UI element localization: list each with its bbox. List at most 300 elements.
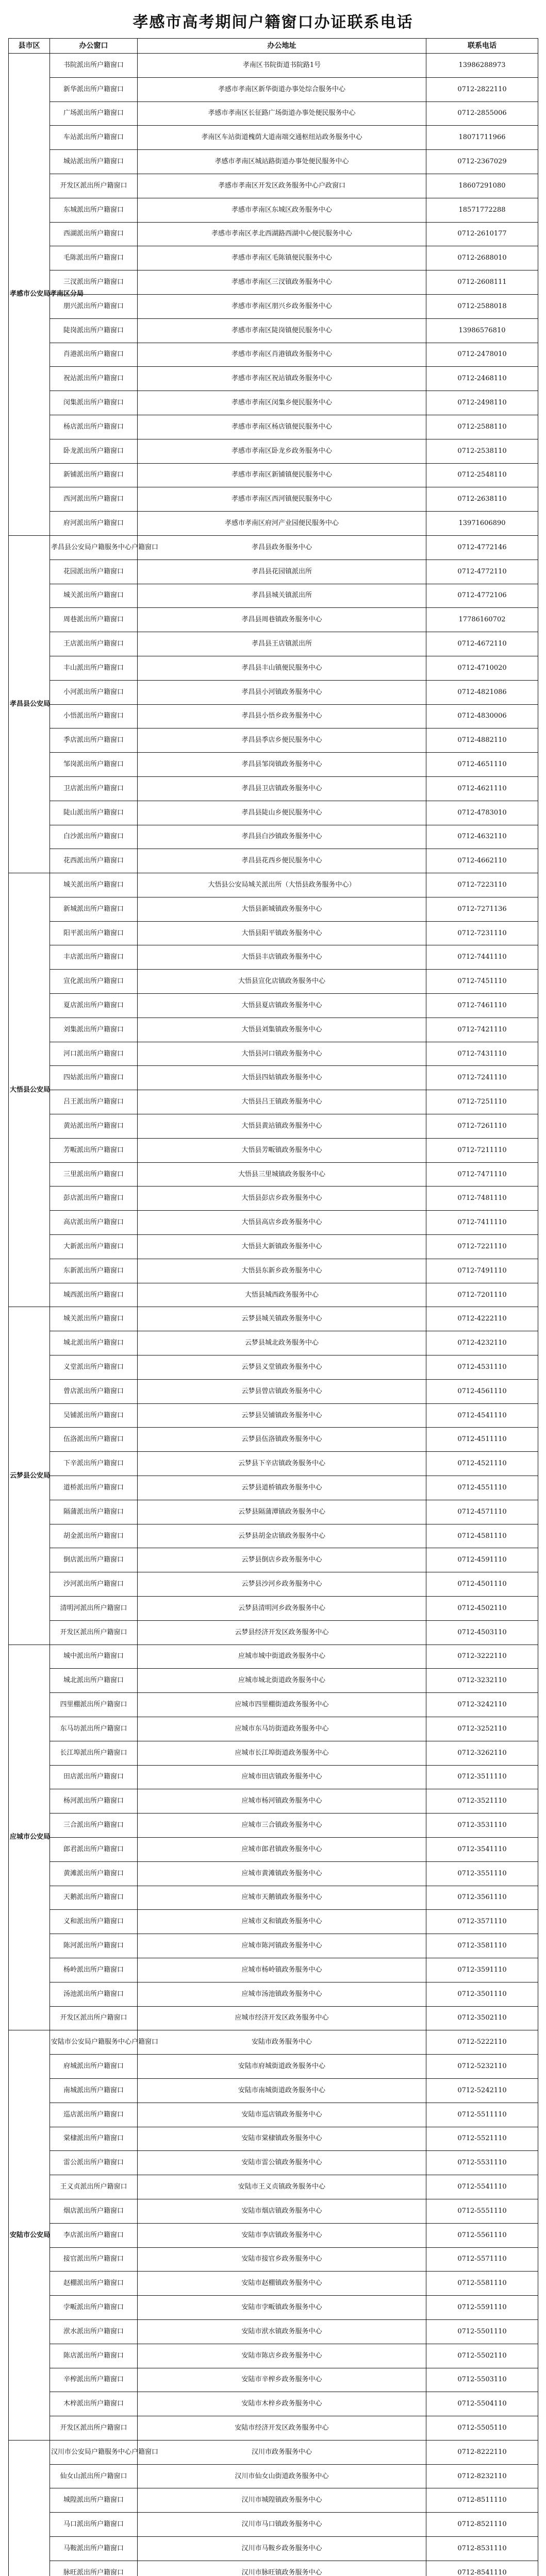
- office-cell: 芳畈派出所户籍窗口: [50, 1138, 138, 1162]
- office-cell: 李店派出所户籍窗口: [50, 2223, 138, 2247]
- office-cell: 西河派出所户籍窗口: [50, 487, 138, 512]
- phone-cell: 0712-3262110: [426, 1741, 538, 1765]
- table-row: [9, 2151, 538, 2175]
- phone-cell: 0712-4503110: [426, 1620, 538, 1645]
- office-cell: 周巷派出所户籍窗口: [50, 608, 138, 632]
- address-cell: 汉川市仙女山街道政务服务中心: [138, 2464, 426, 2488]
- table-row: [9, 2368, 538, 2392]
- address-cell: 汉川市马鞍乡政务服务中心: [138, 2537, 426, 2561]
- table-row: [9, 101, 538, 126]
- table-row: [9, 921, 538, 945]
- office-cell: 新华派出所户籍窗口: [50, 77, 138, 101]
- address-cell: 孝昌县季店乡便民服务中心: [138, 728, 426, 753]
- office-cell: 田店派出所户籍窗口: [50, 1765, 138, 1789]
- phone-cell: 0712-7481110: [426, 1187, 538, 1211]
- table-row: [9, 1958, 538, 1982]
- phone-cell: 0712-4830006: [426, 704, 538, 728]
- phone-cell: 0712-5531110: [426, 2151, 538, 2175]
- address-cell: 应城市东马坊街道政务服务中心: [138, 1717, 426, 1741]
- office-cell: 陡山派出所户籍窗口: [50, 801, 138, 825]
- table-row: [9, 343, 538, 367]
- table-row: [9, 391, 538, 415]
- table-row: [9, 174, 538, 198]
- phone-cell: 0712-4651110: [426, 753, 538, 777]
- phone-cell: 0712-3252110: [426, 1717, 538, 1741]
- address-cell: 孝感市孝南区闵集乡便民服务中心: [138, 391, 426, 415]
- address-cell: 孝昌县白沙镇政务服务中心: [138, 825, 426, 849]
- table-row: [9, 1307, 538, 1331]
- table-row: [9, 2416, 538, 2441]
- phone-cell: 0712-7471110: [426, 1162, 538, 1187]
- table-row: [9, 487, 538, 512]
- table-row: [9, 439, 538, 463]
- table-row: [9, 270, 538, 295]
- phone-cell: 0712-3222110: [426, 1645, 538, 1669]
- phone-cell: 0712-7261110: [426, 1114, 538, 1139]
- table-row: [9, 1235, 538, 1259]
- table-row: [9, 1789, 538, 1814]
- address-cell: 云梦县经济开发区政务服务中心: [138, 1620, 426, 1645]
- phone-cell: 0712-5501110: [426, 2319, 538, 2344]
- page-title: 孝感市高考期间户籍窗口办证联系电话: [133, 13, 413, 31]
- phone-cell: 0712-7451110: [426, 970, 538, 994]
- table-row: [9, 2078, 538, 2103]
- table-row: [9, 1476, 538, 1500]
- address-cell: 安陆市赵棚镇政务服务中心: [138, 2272, 426, 2296]
- office-cell: 广场派出所户籍窗口: [50, 101, 138, 126]
- phone-cell: 0712-5504110: [426, 2392, 538, 2416]
- office-cell: 杨河派出所户籍窗口: [50, 1789, 138, 1814]
- phone-cell: 0712-8521110: [426, 2513, 538, 2537]
- phone-cell: 0712-8222110: [426, 2440, 538, 2464]
- phone-cell: 0712-5521110: [426, 2127, 538, 2151]
- office-cell: 四里棚派出所户籍窗口: [50, 1693, 138, 1717]
- office-cell: 雷公派出所户籍窗口: [50, 2151, 138, 2175]
- phone-cell: 17786160702: [426, 608, 538, 632]
- address-cell: 云梦县胡金店镇政务服务中心: [138, 1524, 426, 1548]
- phone-cell: 0712-2608111: [426, 270, 538, 295]
- table-row: [9, 1645, 538, 1669]
- table-row: [9, 1283, 538, 1307]
- address-cell: 孝感市孝南区祝站镇政务服务中心: [138, 367, 426, 391]
- office-cell: 黄滩派出所户籍窗口: [50, 1861, 138, 1886]
- address-cell: 大悟县芳畈镇政务服务中心: [138, 1138, 426, 1162]
- address-cell: 安陆市政务服务中心: [138, 2030, 426, 2055]
- phone-cell: 0712-8511110: [426, 2488, 538, 2513]
- phone-cell: 0712-4571110: [426, 1500, 538, 1524]
- office-cell: 城北派出所户籍窗口: [50, 1669, 138, 1693]
- phone-cell: 0712-7491110: [426, 1259, 538, 1283]
- address-cell: 安陆市巡店镇政务服务中心: [138, 2103, 426, 2127]
- office-cell: 天鹅派出所户籍窗口: [50, 1886, 138, 1910]
- phone-cell: 0712-4662110: [426, 849, 538, 873]
- address-cell: 孝昌县邹岗镇政务服务中心: [138, 753, 426, 777]
- office-cell: 马鞍派出所户籍窗口: [50, 2537, 138, 2561]
- phone-cell: 0712-5581110: [426, 2272, 538, 2296]
- phone-cell: 0712-4551110: [426, 1476, 538, 1500]
- office-cell: 杨店派出所户籍窗口: [50, 415, 138, 439]
- phone-cell: 0712-4772110: [426, 560, 538, 584]
- phone-cell: 0712-7231110: [426, 921, 538, 945]
- table-row: [9, 1331, 538, 1355]
- table-row: [9, 825, 538, 849]
- phone-cell: 0712-3531110: [426, 1814, 538, 1838]
- phone-cell: 0712-4502110: [426, 1597, 538, 1621]
- address-cell: 安陆市洑水镇政务服务中心: [138, 2319, 426, 2344]
- address-cell: 孝感市孝南区肖港镇政务服务中心: [138, 343, 426, 367]
- table-row: [9, 945, 538, 970]
- address-cell: 应城市田店镇政务服务中心: [138, 1765, 426, 1789]
- table-row: [9, 2440, 538, 2464]
- phone-cell: 0712-4581110: [426, 1524, 538, 1548]
- office-cell: 季店派出所户籍窗口: [50, 728, 138, 753]
- address-cell: 云梦县清明河乡政务服务中心: [138, 1597, 426, 1621]
- phone-cell: 0712-4531110: [426, 1355, 538, 1380]
- table-row: [9, 2247, 538, 2272]
- address-cell: 应城市城中街道政务服务中心: [138, 1645, 426, 1669]
- address-cell: 应城市杨河镇政务服务中心: [138, 1789, 426, 1814]
- address-cell: 孝感市孝南区城站路街道办事处便民服务中心: [138, 150, 426, 174]
- office-cell: 孛畈派出所户籍窗口: [50, 2296, 138, 2320]
- address-cell: 孝感市孝南区东城区政务服务中心: [138, 198, 426, 222]
- phone-cell: 0712-3232110: [426, 1669, 538, 1693]
- header-phone: 联系电话: [426, 39, 538, 54]
- table-row: [9, 1982, 538, 2006]
- table-row: [9, 1741, 538, 1765]
- table-row: [9, 1910, 538, 1934]
- table-row: [9, 849, 538, 873]
- table-row: [9, 1259, 538, 1283]
- phone-cell: 13971606890: [426, 512, 538, 536]
- address-cell: 云梦县城关镇政务服务中心: [138, 1307, 426, 1331]
- table-row: [9, 2199, 538, 2223]
- phone-cell: 0712-2538110: [426, 439, 538, 463]
- phone-cell: 0712-4821086: [426, 680, 538, 704]
- district-cell: 云梦县公安局: [9, 1307, 50, 1645]
- office-cell: 仙女山派出所户籍窗口: [50, 2464, 138, 2488]
- table-body: [9, 54, 538, 2576]
- office-cell: 汤池派出所户籍窗口: [50, 1982, 138, 2006]
- table-row: [9, 1500, 538, 1524]
- phone-cell: 0712-7223110: [426, 873, 538, 897]
- office-cell: 开发区派出所户籍窗口: [50, 2006, 138, 2030]
- phone-cell: 0712-7421110: [426, 1018, 538, 1042]
- office-cell: 府城派出所户籍窗口: [50, 2055, 138, 2079]
- address-cell: 孝昌县丰山镇便民服务中心: [138, 656, 426, 680]
- table-row: [9, 776, 538, 801]
- address-cell: 孝感市孝南区杨店镇便民服务中心: [138, 415, 426, 439]
- address-cell: 安陆市经济开发区政务服务中心: [138, 2416, 426, 2441]
- address-cell: 孝感市孝南区西河镇便民服务中心: [138, 487, 426, 512]
- address-cell: 应城市郎君镇政务服务中心: [138, 1837, 426, 1861]
- address-cell: 孝昌县花西乡便民服务中心: [138, 849, 426, 873]
- table-row: [9, 2175, 538, 2199]
- phone-cell: 0712-2478010: [426, 343, 538, 367]
- table-row: [9, 1355, 538, 1380]
- phone-cell: 0712-7271136: [426, 897, 538, 921]
- table-row: [9, 560, 538, 584]
- office-cell: 刘集派出所户籍窗口: [50, 1018, 138, 1042]
- office-cell: 巡店派出所户籍窗口: [50, 2103, 138, 2127]
- office-cell: 卫店派出所户籍窗口: [50, 776, 138, 801]
- table-row: [9, 150, 538, 174]
- office-cell: 陈河派出所户籍窗口: [50, 1934, 138, 1958]
- address-cell: 安陆市木梓乡政务服务中心: [138, 2392, 426, 2416]
- address-cell: 应城市四里棚街道政务服务中心: [138, 1693, 426, 1717]
- phone-cell: 0712-4772106: [426, 584, 538, 608]
- table-row: [9, 1524, 538, 1548]
- office-cell: 城西派出所户籍窗口: [50, 1283, 138, 1307]
- table-row: [9, 584, 538, 608]
- table-row: [9, 1090, 538, 1114]
- phone-cell: 0712-5551110: [426, 2199, 538, 2223]
- address-cell: 大悟县宣化店镇政务服务中心: [138, 970, 426, 994]
- office-cell: 隔蒲派出所户籍窗口: [50, 1500, 138, 1524]
- table-row: [9, 2103, 538, 2127]
- address-cell: 孝感市孝南区长征路广场街道办事处便民服务中心: [138, 101, 426, 126]
- table-row: [9, 1018, 538, 1042]
- office-cell: 东新派出所户籍窗口: [50, 1259, 138, 1283]
- address-cell: 孝昌县小悟乡政务服务中心: [138, 704, 426, 728]
- district-cell: 大悟县公安局: [9, 873, 50, 1307]
- phone-cell: 0712-4632110: [426, 825, 538, 849]
- office-cell: 开发区派出所户籍窗口: [50, 1620, 138, 1645]
- office-cell: 丰店派出所户籍窗口: [50, 945, 138, 970]
- phone-cell: 0712-2588110: [426, 415, 538, 439]
- office-cell: 城关派出所户籍窗口: [50, 873, 138, 897]
- phone-cell: 0712-3502110: [426, 2006, 538, 2030]
- phone-cell: 0712-7431110: [426, 1042, 538, 1066]
- address-cell: 孝南区书院街道书院路1号: [138, 54, 426, 78]
- table-row: [9, 801, 538, 825]
- table-row: [9, 2561, 538, 2576]
- office-cell: 洑水派出所户籍窗口: [50, 2319, 138, 2344]
- address-cell: 应城市三合镇政务服务中心: [138, 1814, 426, 1838]
- phone-cell: 0712-5503110: [426, 2368, 538, 2392]
- address-cell: 安陆市接官乡政务服务中心: [138, 2247, 426, 2272]
- address-cell: 孝感市孝南区孝北西湖路西湖中心便民服务中心: [138, 222, 426, 246]
- office-cell: 阳平派出所户籍窗口: [50, 921, 138, 945]
- phone-cell: 0712-4882110: [426, 728, 538, 753]
- phone-cell: 0712-5541110: [426, 2175, 538, 2199]
- table-row: [9, 1042, 538, 1066]
- contact-table: [8, 38, 538, 2576]
- address-cell: 应城市汤池镇政务服务中心: [138, 1982, 426, 2006]
- address-cell: 孝昌县城关镇派出所: [138, 584, 426, 608]
- address-cell: 应城市黄滩镇政务服务中心: [138, 1861, 426, 1886]
- phone-cell: 0712-4561110: [426, 1379, 538, 1403]
- address-cell: 应城市陈河镇政务服务中心: [138, 1934, 426, 1958]
- phone-cell: 0712-4541110: [426, 1403, 538, 1428]
- table-row: [9, 1403, 538, 1428]
- phone-cell: 0712-2688010: [426, 246, 538, 270]
- office-cell: 高店派出所户籍窗口: [50, 1211, 138, 1235]
- office-cell: 小悟派出所户籍窗口: [50, 704, 138, 728]
- table-row: [9, 1548, 538, 1572]
- table-row: [9, 246, 538, 270]
- table-row: [9, 1717, 538, 1741]
- address-cell: 大悟县公安局城关派出所（大悟县政务服务中心）: [138, 873, 426, 897]
- table-row: [9, 1765, 538, 1789]
- header-address: 办公地址: [138, 39, 426, 54]
- address-cell: 云梦县城北政务服务中心: [138, 1331, 426, 1355]
- office-cell: 棠棣派出所户籍窗口: [50, 2127, 138, 2151]
- office-cell: 下辛派出所户籍窗口: [50, 1452, 138, 1476]
- table-row: [9, 704, 538, 728]
- office-cell: 城隍派出所户籍窗口: [50, 2488, 138, 2513]
- table-row: [9, 2513, 538, 2537]
- address-cell: 安陆市烟店镇政务服务中心: [138, 2199, 426, 2223]
- office-cell: 城北派出所户籍窗口: [50, 1331, 138, 1355]
- address-cell: 孝感市孝南区三汊镇政务服务中心: [138, 270, 426, 295]
- address-cell: 云梦县曾店镇政务服务中心: [138, 1379, 426, 1403]
- office-cell: 河口派出所户籍窗口: [50, 1042, 138, 1066]
- table-row: [9, 632, 538, 656]
- table-row: [9, 2296, 538, 2320]
- table-row: [9, 512, 538, 536]
- table-row: [9, 1693, 538, 1717]
- table-row: [9, 535, 538, 560]
- office-cell: 白沙派出所户籍窗口: [50, 825, 138, 849]
- phone-cell: 0712-5232110: [426, 2055, 538, 2079]
- table-row: [9, 415, 538, 439]
- phone-cell: 0712-3591110: [426, 1958, 538, 1982]
- phone-cell: 0712-4783010: [426, 801, 538, 825]
- table-row: [9, 656, 538, 680]
- phone-cell: 0712-8541110: [426, 2561, 538, 2576]
- office-cell: 朋兴派出所户籍窗口: [50, 294, 138, 318]
- address-cell: 孝昌县周巷镇政务服务中心: [138, 608, 426, 632]
- office-cell: 黄站派出所户籍窗口: [50, 1114, 138, 1139]
- district-cell: [9, 2440, 50, 2576]
- phone-cell: 0712-5511110: [426, 2103, 538, 2127]
- address-cell: 大悟县新城镇政务服务中心: [138, 897, 426, 921]
- phone-cell: 0712-5561110: [426, 2223, 538, 2247]
- phone-cell: 0712-4521110: [426, 1452, 538, 1476]
- phone-cell: 0712-7211110: [426, 1138, 538, 1162]
- table-row: [9, 2055, 538, 2079]
- office-cell: 三里派出所户籍窗口: [50, 1162, 138, 1187]
- table-row: [9, 1211, 538, 1235]
- office-cell: 吕王派出所户籍窗口: [50, 1090, 138, 1114]
- office-cell: 祝站派出所户籍窗口: [50, 367, 138, 391]
- table-row: [9, 1066, 538, 1090]
- office-cell: 彭店派出所户籍窗口: [50, 1187, 138, 1211]
- office-cell: 木梓派出所户籍窗口: [50, 2392, 138, 2416]
- table-row: [9, 1620, 538, 1645]
- phone-cell: 0712-4772146: [426, 535, 538, 560]
- phone-cell: 0712-4511110: [426, 1428, 538, 1452]
- table-row: [9, 873, 538, 897]
- address-cell: 孝昌县卫店镇政务服务中心: [138, 776, 426, 801]
- address-cell: 大悟县夏店镇政务服务中心: [138, 994, 426, 1018]
- table-row: [9, 2272, 538, 2296]
- address-cell: 安陆市辛榨乡政务服务中心: [138, 2368, 426, 2392]
- table-row: [9, 463, 538, 487]
- office-cell: 三合派出所户籍窗口: [50, 1814, 138, 1838]
- phone-cell: 0712-4591110: [426, 1548, 538, 1572]
- phone-cell: 0712-7201110: [426, 1283, 538, 1307]
- address-cell: 大悟县大新镇政务服务中心: [138, 1235, 426, 1259]
- address-cell: 应城市城北街道政务服务中心: [138, 1669, 426, 1693]
- table-row: [9, 1187, 538, 1211]
- office-cell: 东城派出所户籍窗口: [50, 198, 138, 222]
- address-cell: 汉川市马口镇政务服务中心: [138, 2513, 426, 2537]
- phone-cell: 0712-8531110: [426, 2537, 538, 2561]
- table-row: [9, 367, 538, 391]
- phone-cell: 0712-2610177: [426, 222, 538, 246]
- office-cell: 夏店派出所户籍窗口: [50, 994, 138, 1018]
- office-cell: 开发区派出所户籍窗口: [50, 2416, 138, 2441]
- address-cell: 孝感市孝南区陡岗镇便民服务中心: [138, 318, 426, 343]
- table-row: [9, 2464, 538, 2488]
- phone-cell: 0712-2588018: [426, 294, 538, 318]
- table-row: [9, 2488, 538, 2513]
- address-cell: 大悟县刘集镇政务服务中心: [138, 1018, 426, 1042]
- address-cell: 大悟县河口镇政务服务中心: [138, 1042, 426, 1066]
- address-cell: 孝昌县政务服务中心: [138, 535, 426, 560]
- address-cell: 安陆市南城街道政务服务中心: [138, 2078, 426, 2103]
- phone-cell: 0712-2855006: [426, 101, 538, 126]
- table-row: [9, 126, 538, 150]
- office-cell: 沙河派出所户籍窗口: [50, 1572, 138, 1597]
- office-cell: 义和派出所户籍窗口: [50, 1910, 138, 1934]
- phone-cell: 0712-7221110: [426, 1235, 538, 1259]
- district-cell: 安陆市公安局: [9, 2030, 50, 2441]
- table-row: [9, 680, 538, 704]
- table-row: [9, 1597, 538, 1621]
- table-row: [9, 318, 538, 343]
- address-cell: 大悟县城西政务服务中心: [138, 1283, 426, 1307]
- phone-cell: 0712-4710020: [426, 656, 538, 680]
- office-cell: 肖港派出所户籍窗口: [50, 343, 138, 367]
- table-row: [9, 2537, 538, 2561]
- phone-cell: 0712-4222110: [426, 1307, 538, 1331]
- header-row: [9, 39, 538, 54]
- phone-cell: 0712-3511110: [426, 1765, 538, 1789]
- phone-cell: 0712-5505110: [426, 2416, 538, 2441]
- address-cell: 云梦县隔蒲潭镇政务服务中心: [138, 1500, 426, 1524]
- phone-cell: 0712-5222110: [426, 2030, 538, 2055]
- phone-cell: 0712-4232110: [426, 1331, 538, 1355]
- table-row: [9, 1814, 538, 1838]
- address-cell: 安陆市李店镇政务服务中心: [138, 2223, 426, 2247]
- office-cell: 邹岗派出所户籍窗口: [50, 753, 138, 777]
- office-cell: 陈店派出所户籍窗口: [50, 2344, 138, 2368]
- header-office: 办公窗口: [50, 39, 138, 54]
- district-cell: 孝感市公安局孝南区分局: [9, 54, 50, 536]
- table-row: [9, 1886, 538, 1910]
- phone-cell: 0712-2367029: [426, 150, 538, 174]
- table-row: [9, 1114, 538, 1139]
- district-cell: 孝昌县公安局: [9, 535, 50, 873]
- address-cell: 孝感市孝南区新铺镇便民服务中心: [138, 463, 426, 487]
- address-cell: 云梦县义堂镇政务服务中心: [138, 1355, 426, 1380]
- table-row: [9, 1934, 538, 1958]
- address-cell: 孝感市孝南区新华街道办事处综合服务中心: [138, 77, 426, 101]
- address-cell: 安陆市陈店乡政务服务中心: [138, 2344, 426, 2368]
- office-cell: 城中派出所户籍窗口: [50, 1645, 138, 1669]
- phone-cell: 0712-2498110: [426, 391, 538, 415]
- address-cell: 云梦县沙河乡政务服务中心: [138, 1572, 426, 1597]
- phone-cell: 0712-4501110: [426, 1572, 538, 1597]
- address-cell: 孝感市孝南区朋兴乡政务服务中心: [138, 294, 426, 318]
- office-cell: 清明河派出所户籍窗口: [50, 1597, 138, 1621]
- table-row: [9, 1138, 538, 1162]
- table-row: [9, 294, 538, 318]
- address-cell: 应城市经济开发区政务服务中心: [138, 2006, 426, 2030]
- table-row: [9, 1861, 538, 1886]
